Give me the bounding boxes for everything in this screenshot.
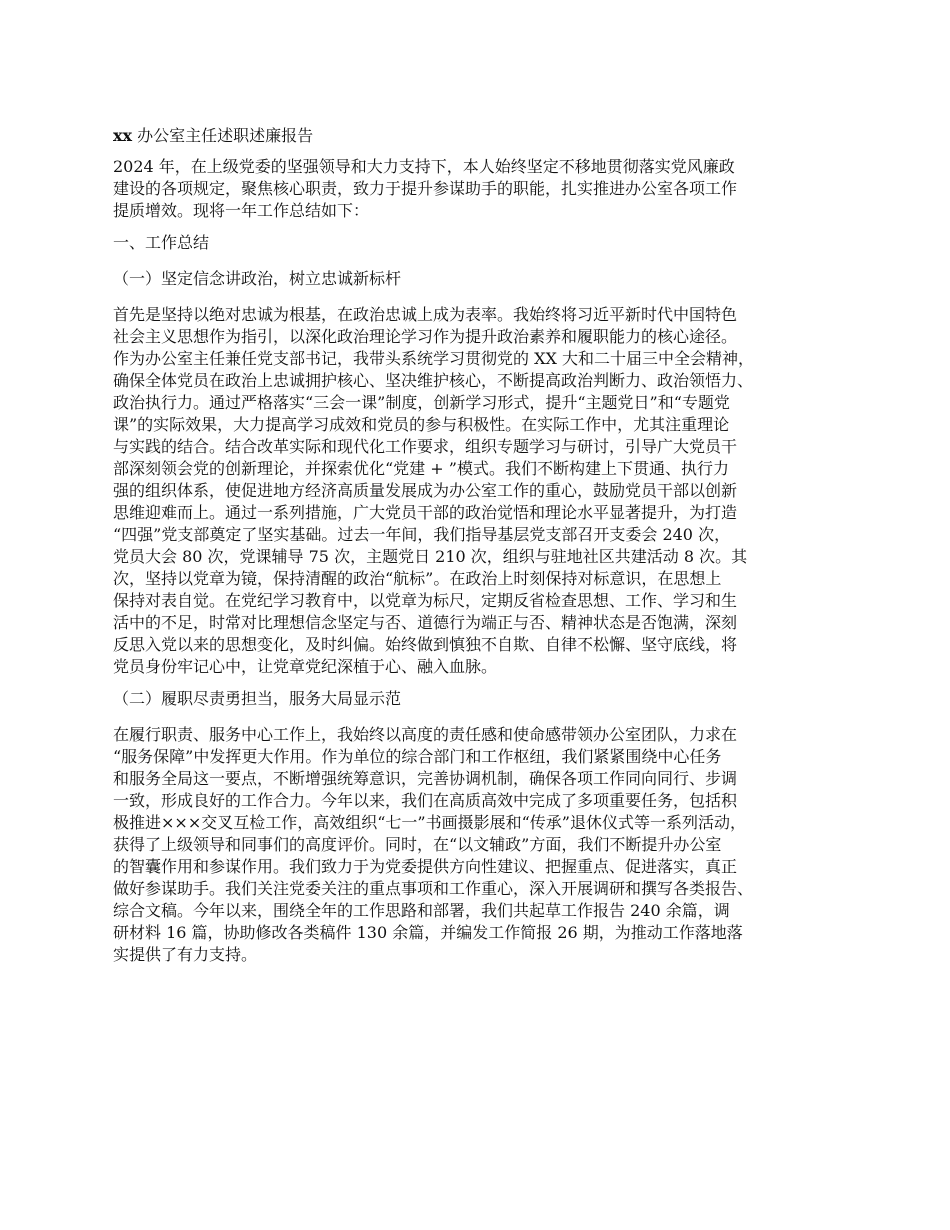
paragraph-line: 和服务全局这一要点，不断增强统筹意识，完善协调机制，确保各项工作同向同行、步调 <box>113 769 738 788</box>
paragraph-line: 部深刻领会党的创新理论，并探索优化“党建 + ”模式。我们不断构建上下贯通、执行力 <box>113 459 729 478</box>
paragraph-line: 反思入党以来的思想变化，及时纠偏。始终做到慎独不自欺、自律不松懈、坚守底线，将 <box>113 635 738 654</box>
title-prefix: xx <box>113 126 133 145</box>
document-title <box>113 124 853 148</box>
paragraph-line: “四强”党支部奠定了坚实基础。过去一年间，我们指导基层党支部召开支委会 240 次， <box>113 525 731 544</box>
paragraph-line: 思维迎难而上。通过一系列措施，广大党员干部的政治觉悟和理论水平显著提升，为打造 <box>113 503 738 522</box>
paragraph-line: 的智囊作用和参谋作用。我们致力于为党委提供方向性建议、把握重点、促进落实，真正 <box>113 857 738 876</box>
paragraph-line: 首先是坚持以绝对忠诚为根基，在政治忠诚上成为表率。我始终将习近平新时代中国特色 <box>113 305 738 324</box>
paragraph-line: 一致，形成良好的工作合力。今年以来，我们在高质高效中完成了多项重要任务，包括积 <box>113 791 738 810</box>
paragraph-line: 党员身份牢记心中，让党章党纪深植于心、融入血脉。 <box>113 657 498 676</box>
document-page <box>113 124 853 976</box>
paragraph-line: 实提供了有力支持。 <box>113 945 258 964</box>
paragraph-line: 次，坚持以党章为镜，保持清醒的政治“航标”。在政治上时刻保持对标意识，在思想上 <box>113 569 722 588</box>
intro-paragraph <box>113 156 853 222</box>
paragraph-line: 课”的实际效果，大力提高学习成效和党员的参与积极性。在实际工作中，尤其注重理论 <box>113 415 730 434</box>
paragraph-line: 提质增效。现将一年工作总结如下： <box>113 201 370 220</box>
paragraph-line: 作为办公室主任兼任党支部书记，我带头系统学习贯彻党的 XX 大和二十届三中全会精神， <box>113 349 754 368</box>
paragraph-line: 活中的不足，时常对比理想信念坚定与否、道德行为端正与否、精神状态是否饱满，深刻 <box>113 613 738 632</box>
section-heading-work-summary: 一、工作总结 <box>113 233 210 252</box>
paragraph-line: 党员大会 80 次，党课辅导 75 次，主题党日 210 次，组织与驻地社区共建活动 8 次。其 <box>113 547 748 566</box>
paragraph-line: 做好参谋助手。我们关注党委关注的重点事项和工作重心，深入开展调研和撰写各类报告、 <box>113 879 754 898</box>
paragraph-politics <box>113 304 853 678</box>
paragraph-line: 政治执行力。通过严格落实“三会一课”制度，创新学习形式，提升“主题党日”和“专题党 <box>113 393 730 412</box>
subsection-heading-duty: （二）履职尽责勇担当，服务大局显示范 <box>113 689 402 708</box>
paragraph-line: 社会主义思想作为指引，以深化政治理论学习作为提升政治素养和履职能力的核心途径。 <box>113 327 738 346</box>
paragraph-line: 获得了上级领导和同事们的高度评价。同时，在“以文辅政”方面，我们不断提升办公室 <box>113 835 722 854</box>
paragraph-line: 2024 年，在上级党委的坚强领导和大力支持下，本人始终坚定不移地贯彻落实党风廉政 <box>113 157 735 176</box>
paragraph-line: 强的组织体系，使促进地方经济高质量发展成为办公室工作的重心，鼓励党员干部以创新 <box>113 481 738 500</box>
paragraph-line: 在履行职责、服务中心工作上，我始终以高度的责任感和使命感带领办公室团队，力求在 <box>113 725 738 744</box>
title-text: 办公室主任述职述廉报告 <box>132 126 314 145</box>
paragraph-line: 确保全体党员在政治上忠诚拥护核心、坚决维护核心，不断提高政治判断力、政治领悟力、 <box>113 371 754 390</box>
paragraph-line: 与实践的结合。结合改革实际和现代化工作要求，组织专题学习与研讨，引导广大党员干 <box>113 437 738 456</box>
subsection-heading-politics: （一）坚定信念讲政治，树立忠诚新标杆 <box>113 269 402 288</box>
paragraph-line: 研材料 16 篇，协助修改各类稿件 130 余篇，并编发工作简报 26 期，为推动工作落地落 <box>113 923 743 942</box>
paragraph-line: 建设的各项规定，聚焦核心职责，致力于提升参谋助手的职能，扎实推进办公室各项工作 <box>113 179 738 198</box>
paragraph-line: 综合文稿。今年以来，围绕全年的工作思路和部署，我们共起草工作报告 240 余篇，调 <box>113 901 730 920</box>
paragraph-line: “服务保障”中发挥更大作用。作为单位的综合部门和工作枢纽，我们紧紧围绕中心任务 <box>113 747 722 766</box>
paragraph-line: 保持对表自觉。在党纪学习教育中，以党章为标尺，定期反省检查思想、工作、学习和生 <box>113 591 738 610</box>
paragraph-duty <box>113 724 853 966</box>
paragraph-line: 极推进×××交叉互检工作，高效组织“七一”书画摄影展和“传承”退休仪式等一系列活动， <box>113 813 746 832</box>
